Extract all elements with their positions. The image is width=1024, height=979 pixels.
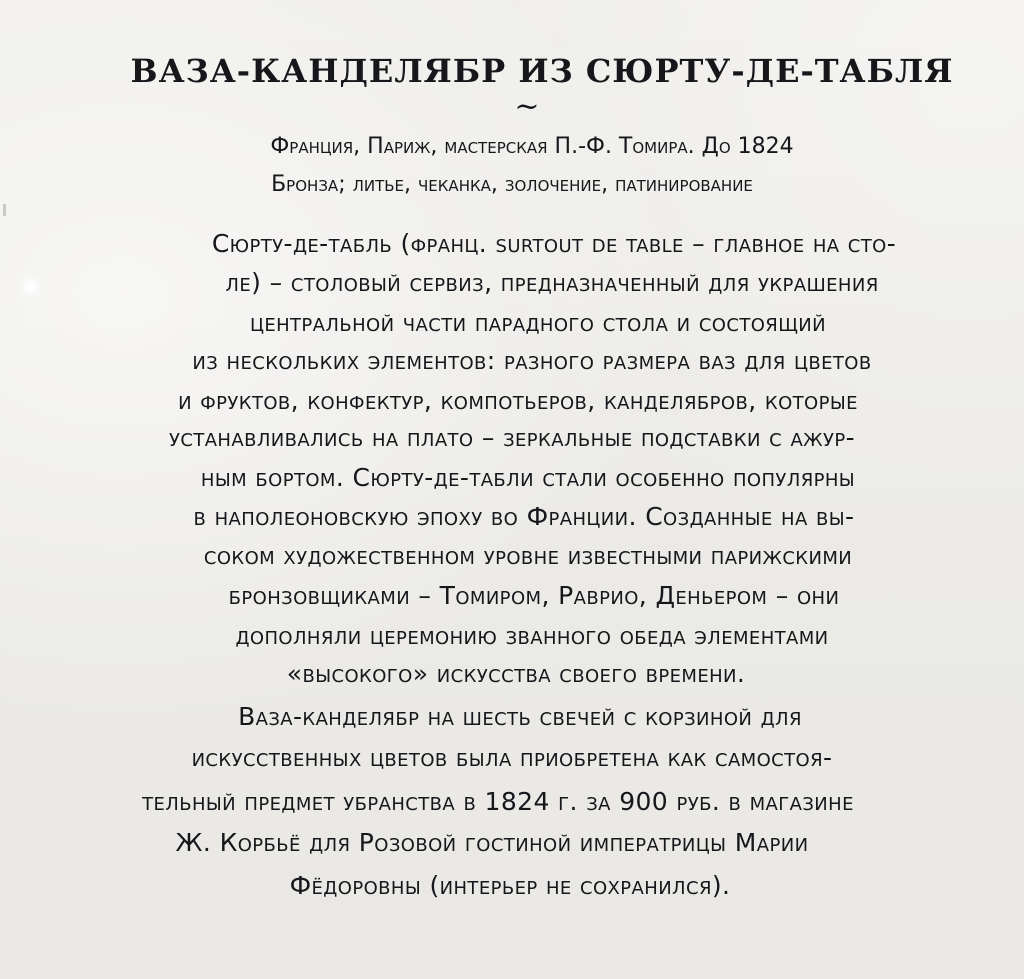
body-line: искусственных цветов была приобретена как самостоя- <box>191 743 833 772</box>
body-line: центральной части парадного стола и состоящий <box>249 308 827 337</box>
body-line: Ваза-канделябр на шесть свечей с корзиной для <box>238 702 802 731</box>
body-line: Ж. Корбьё для Розовой гостиной императрицы Марии <box>175 828 809 857</box>
body-line: Сюрту-де-табль (франц. surtout de table – главное на сто- <box>211 229 897 258</box>
body-line: устанавливались на плато – зеркальные подставки с ажур- <box>168 423 856 452</box>
body-line: бронзовщиками – Томиром, Раврио, Деньером – они <box>228 581 840 610</box>
body-line: тельный предмет убранства в 1824 г. за 900 руб. в магазине <box>142 787 854 816</box>
body-line: ным бортом. Сюрту-де-табли стали особенно популярны <box>200 463 856 492</box>
body-line: Фёдоровны (интерьер не сохранился). <box>289 871 731 900</box>
exhibit-title: ВАЗА-КАНДЕЛЯБР ИЗ СЮРТУ-ДЕ-ТАБЛЯ <box>130 52 954 90</box>
body-line: «высокого» искусства своего времени. <box>286 659 746 688</box>
body-line: соком художественном уровне известными парижскими <box>203 541 853 570</box>
subtitle-origin: Франция, Париж, мастерская П.-Ф. Томира. До 1824 <box>270 134 794 159</box>
surface-mark <box>3 204 6 216</box>
subtitle-materials: Бронза; литье, чеканка, золочение, патинирование <box>271 172 753 197</box>
body-line: ле) – столовый сервиз, предназначенный для украшения <box>225 268 879 297</box>
body-line: из нескольких элементов: разного размера ваз для цветов <box>192 346 872 375</box>
body-line: в наполеоновскую эпоху во Франции. Созданные на вы- <box>193 502 855 531</box>
body-line: дополняли церемонию званного обеда элементами <box>235 621 829 650</box>
body-line: и фруктов, конфектур, компотьеров, канделябров, которые <box>178 386 858 415</box>
tilde-divider: ~ <box>514 89 540 124</box>
light-glare <box>26 282 36 292</box>
